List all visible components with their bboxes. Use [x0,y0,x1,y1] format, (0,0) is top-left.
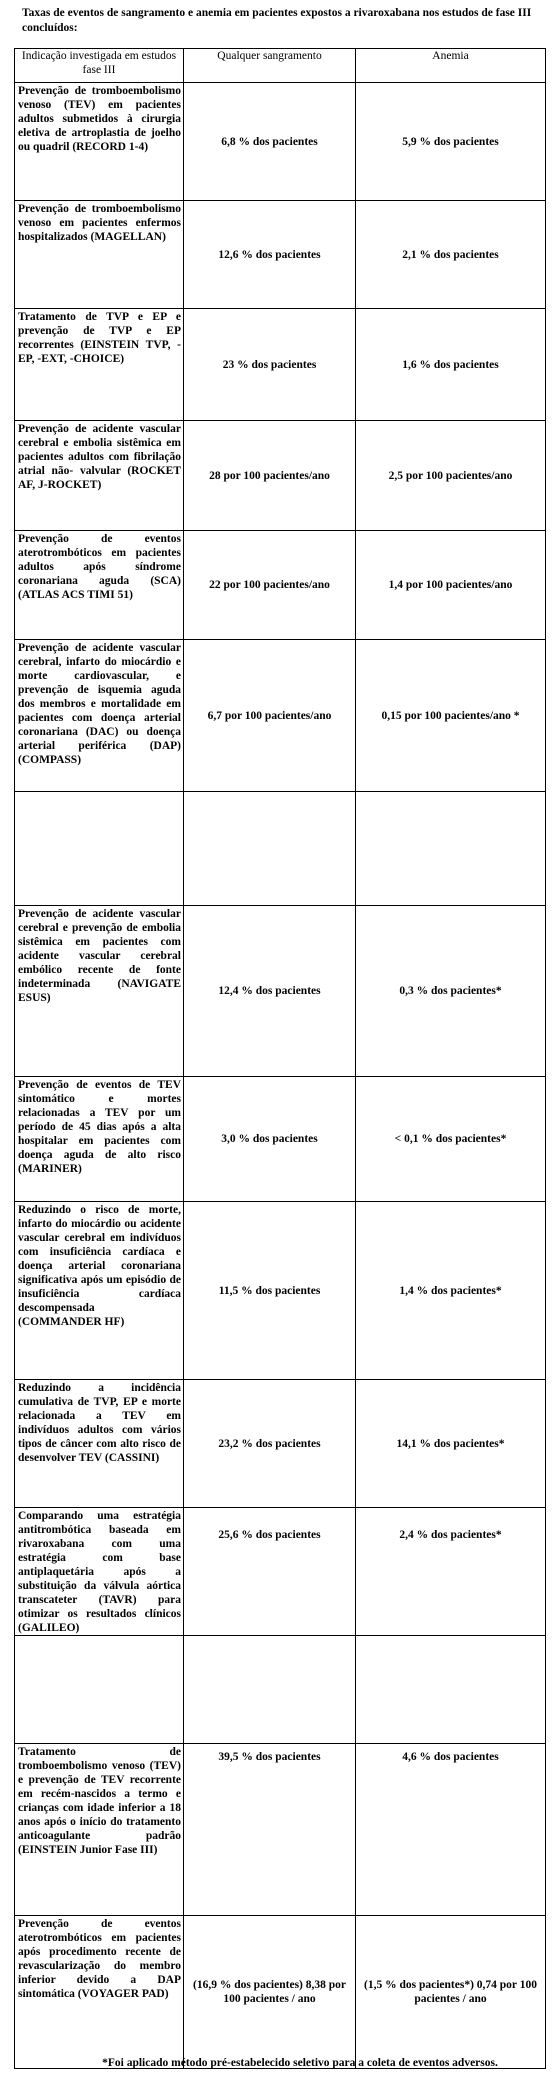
table-row [15,1744,546,1916]
header-row [15,49,546,83]
anemia-cell: 1,6 % dos pacientes [356,309,546,421]
indication-cell: Prevenção de acidente vascular cerebral, infarto do miocárdio e morte cardiovascular, e prevenção de isquemia aguda dos membros e mortalidade em pacientes com doença arterial coronariana (DAC) ou doença arterial periférica (DAP) (COMPASS) [15,640,184,792]
empty-row [15,1636,546,1744]
indication-cell: Prevenção de eventos de TEV sintomático e mortes relacionadas a TEV por um período de 45 dias após a alta hospitalar em pacientes com doença aguda de alto risco (MARINER) [15,1077,184,1202]
anemia-cell: 1,4 por 100 pacientes/ano [356,531,546,640]
anemia-cell: 0,15 por 100 pacientes/ano * [356,640,546,792]
bleeding-cell: 11,5 % dos pacientes [184,1202,356,1380]
table-row [15,1916,546,2069]
table-row [15,1077,546,1202]
empty-row [15,792,546,906]
bleeding-cell: 25,6 % dos pacientes [184,1508,356,1636]
header-indication: Indicação investigada em estudos fase III [15,49,184,83]
footnote: *Foi aplicado método pré-estabelecido seletivo para a coleta de eventos adversos. [102,2057,498,2069]
anemia-cell: 5,9 % dos pacientes [356,83,546,201]
table-row [15,309,546,421]
table-row [15,531,546,640]
bleeding-cell: 23,2 % dos pacientes [184,1380,356,1508]
table-row [15,83,546,201]
bleeding-cell: 23 % dos pacientes [184,309,356,421]
table-row [15,421,546,531]
table-row [15,1202,546,1380]
anemia-cell: < 0,1 % dos pacientes* [356,1077,546,1202]
indication-cell: Reduzindo o risco de morte, infarto do miocárdio ou acidente vascular cerebral em indivíduos com insuficiência cardíaca e doença arterial coronariana significativa após um episódio de insuficiência cardíaca descompensada (COMMANDER HF) [15,1202,184,1380]
indication-cell: Tratamento de TVP e EP e prevenção de TVP e EP recorrentes (EINSTEIN TVP, -EP, -EXT, -CHOICE) [15,309,184,421]
bleeding-cell: 6,8 % dos pacientes [184,83,356,201]
table-row [15,201,546,309]
bleeding-cell: 6,7 por 100 pacientes/ano [184,640,356,792]
table-row [15,1380,546,1508]
indication-cell: Comparando uma estratégia antitrombótica baseada em rivaroxabana com uma estratégia com base antiplaquetária após a substituição da válvula aórtica transcateter (TAVR) para otimizar os resultados clínicos (GALILEO) [15,1508,184,1636]
anemia-cell: 1,4 % dos pacientes* [356,1202,546,1380]
anemia-cell: 2,1 % dos pacientes [356,201,546,309]
indication-cell: Prevenção de tromboembolismo venoso em pacientes enfermos hospitalizados (MAGELLAN) [15,201,184,309]
indication-cell: Prevenção de acidente vascular cerebral e prevenção de embolia sistêmica em pacientes com acidente vascular cerebral embólico recente de fonte indeterminada (NAVIGATE ESUS) [15,906,184,1077]
table-caption: Taxas de eventos de sangramento e anemia em pacientes expostos a rivaroxabana nos estudos de fase III concluídos: [22,7,532,34]
header-bleeding: Qualquer sangramento [184,49,356,83]
indication-cell: Prevenção de tromboembolismo venoso (TEV) em pacientes adultos submetidos à cirurgia eletiva de artroplastia de joelho ou quadril (RECORD 1-4) [15,83,184,201]
bleeding-cell: 12,6 % dos pacientes [184,201,356,309]
header-anemia: Anemia [356,49,546,83]
table-row [15,640,546,792]
bleeding-cell: 3,0 % dos pacientes [184,1077,356,1202]
bleeding-cell: (16,9 % dos pacientes) 8,38 por 100 pacientes / ano [184,1916,356,2069]
indication-cell: Prevenção de eventos aterotrombóticos em pacientes após procedimento recente de revascularização do membro inferior devido a DAP sintomática (VOYAGER PAD) [15,1916,184,2069]
indication-cell: Reduzindo a incidência cumulativa de TVP, EP e morte relacionada a TEV em indivíduos adultos com vários tipos de câncer com alto risco de desenvolver TEV (CASSINI) [15,1380,184,1508]
table-row [15,1508,546,1636]
anemia-cell: 2,5 por 100 pacientes/ano [356,421,546,531]
bleeding-cell: 28 por 100 pacientes/ano [184,421,356,531]
table-row [15,906,546,1077]
bleeding-cell: 12,4 % dos pacientes [184,906,356,1077]
bleeding-cell: 22 por 100 pacientes/ano [184,531,356,640]
bleeding-anemia-table [14,48,546,2069]
anemia-cell: 2,4 % dos pacientes* [356,1508,546,1636]
anemia-cell: 14,1 % dos pacientes* [356,1380,546,1508]
indication-cell: Tratamento de tromboembolismo venoso (TEV) e prevenção de TEV recorrente em recém-nascidos a termo e crianças com idade inferior a 18 anos após o início do tratamento anticoagulante padrão (EINSTEIN Junior Fase III) [15,1744,184,1916]
anemia-cell: 0,3 % dos pacientes* [356,906,546,1077]
anemia-cell: 4,6 % dos pacientes [356,1744,546,1916]
anemia-cell: (1,5 % dos pacientes*) 0,74 por 100 pacientes / ano [356,1916,546,2069]
indication-cell: Prevenção de eventos aterotrombóticos em pacientes adultos após síndrome coronariana aguda (SCA) (ATLAS ACS TIMI 51) [15,531,184,640]
indication-cell: Prevenção de acidente vascular cerebral e embolia sistêmica em pacientes adultos com fibrilação atrial não- valvular (ROCKET AF, J-ROCKET) [15,421,184,531]
bleeding-cell: 39,5 % dos pacientes [184,1744,356,1916]
